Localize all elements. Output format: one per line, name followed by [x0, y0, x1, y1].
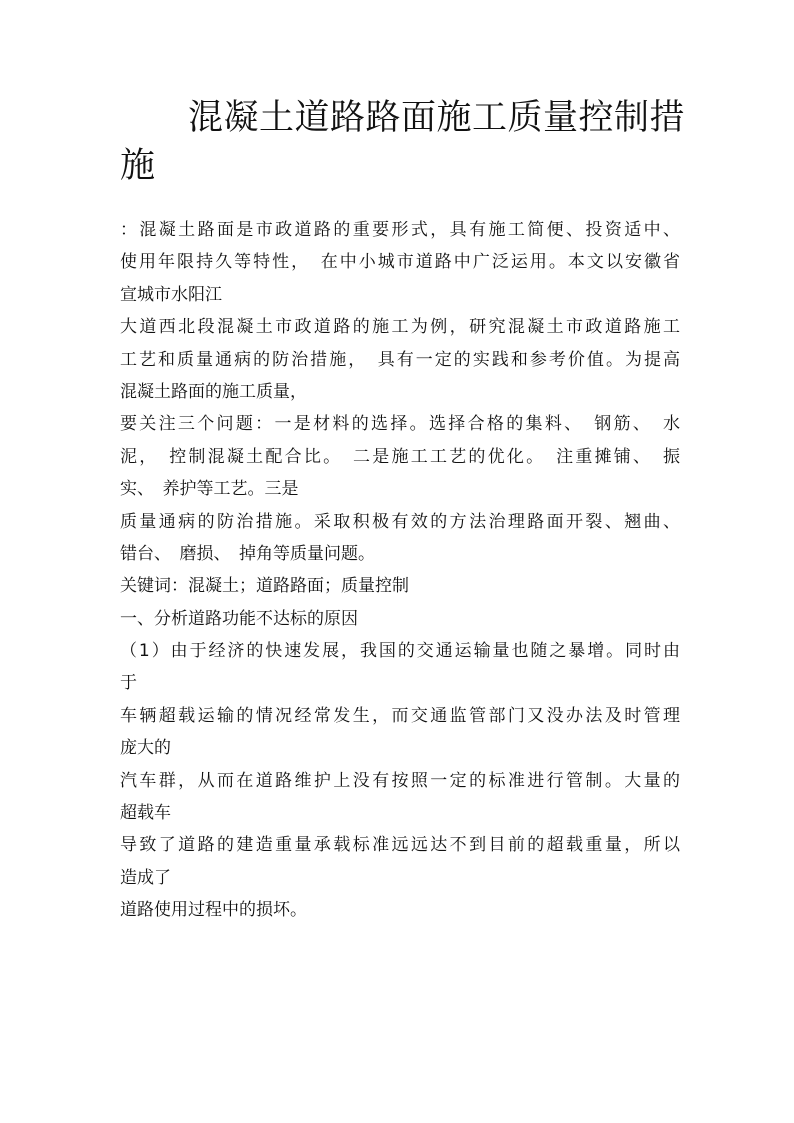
text-line: 泥， 控制混凝土配合比。 二是施工工艺的优化。 注重摊铺、 振: [120, 446, 680, 467]
text-line: ：混凝土路面是市政道路的重要形式，具有施工简便、投资适中、: [120, 220, 680, 240]
text-line: 错台、 磨损、 掉角等质量问题。: [120, 543, 375, 564]
text-line: （1）由于经济的快速发展，我国的交通运输量也随之暴增。同时由: [120, 641, 680, 662]
text-line: 质量通病的防治措施。采取积极有效的方法治理路面开裂、翘曲、: [120, 511, 680, 532]
text-line: 造成了: [120, 867, 171, 888]
text-line: 工艺和质量通病的防治措施， 具有一定的实践和参考价值。为提高: [120, 349, 680, 370]
text-line: 车辆超载运输的情况经常发生，而交通监管部门又没办法及时管理: [120, 705, 680, 726]
keywords-line: 关键词：混凝土；道路路面；质量控制: [120, 576, 409, 597]
text-line: 于: [120, 673, 137, 694]
title-line-2: 施: [120, 146, 156, 186]
document-body: [120, 214, 680, 927]
text-line: 庞大的: [120, 738, 171, 759]
document-title: [120, 94, 686, 190]
text-line: 宣城市水阳江: [120, 284, 222, 305]
text-line: 导致了道路的建造重量承载标准远远达不到目前的超载重量，所以: [120, 835, 680, 856]
text-line: 汽车群，从而在道路维护上没有按照一定的标准进行管制。大量的: [120, 770, 680, 791]
text-line: 使用年限持久等特性， 在中小城市道路中广泛运用。本文以安徽省: [120, 252, 680, 273]
text-line: 大道西北段混凝土市政道路的施工为例，研究混凝土市政道路施工: [120, 317, 680, 338]
text-line: 实、 养护等工艺。三是: [120, 479, 299, 500]
text-line: 要关注三个问题：一是材料的选择。选择合格的集料、 钢筋、 水: [120, 414, 680, 435]
section-heading: 一、分析道路功能不达标的原因: [120, 608, 358, 629]
text-line: 超载车: [120, 803, 171, 824]
text-line: 混凝土路面的施工质量，: [120, 381, 307, 402]
text-line: 道路使用过程中的损坏。: [120, 900, 307, 921]
title-line-1: 混凝土道路路面施工质量控制措: [188, 98, 686, 138]
